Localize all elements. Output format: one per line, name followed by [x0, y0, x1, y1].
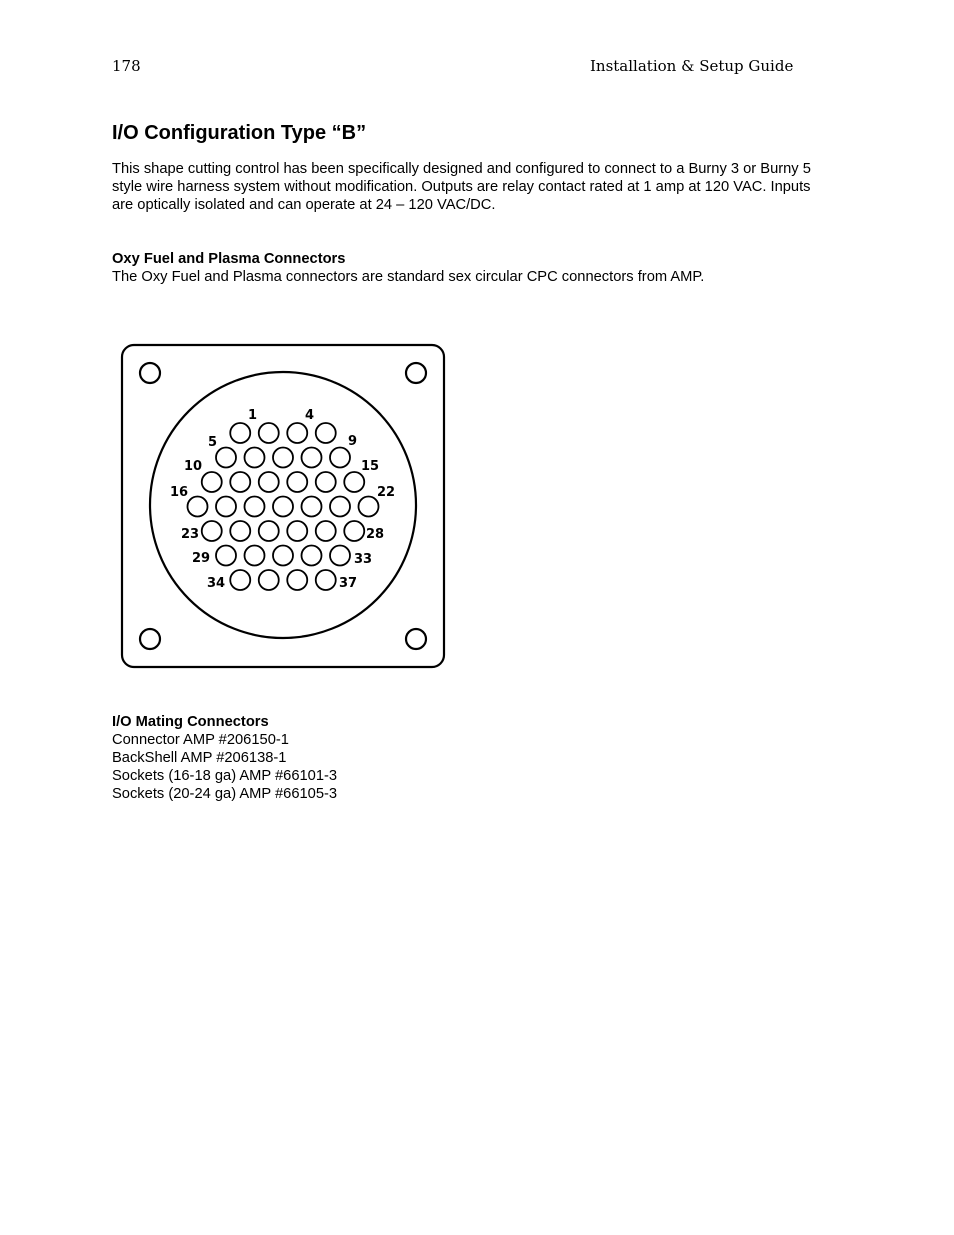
pin-label-29: 29: [192, 551, 211, 566]
pin-socket: [202, 472, 222, 492]
intro-paragraph: This shape cutting control has been specifically designed and configured to connect to a Burny 3 or Burny 5 style wire harness system without modification. Outputs are relay contact rated at 1 amp at 120 VAC. Inputs are optically isolated and can operate at 24 – 120 VAC/DC.: [112, 161, 811, 213]
pin-socket: [245, 546, 265, 566]
main-content: [112, 120, 812, 286]
pin-label-4: 4: [305, 408, 315, 423]
page-number: 178: [112, 57, 141, 75]
pin-socket: [230, 472, 250, 492]
pin-label-1: 1: [248, 408, 258, 423]
pin-socket: [287, 570, 307, 590]
pin-socket: [316, 570, 336, 590]
pin-socket: [316, 423, 336, 443]
pin-socket: [330, 497, 350, 517]
pin-socket: [230, 423, 250, 443]
section-title: I/O Configuration Type “B”: [112, 122, 367, 144]
pin-label-23: 23: [181, 527, 200, 542]
pin-socket: [302, 448, 322, 468]
pin-socket: [202, 521, 222, 541]
pin-socket: [230, 521, 250, 541]
mating-item: Connector AMP #206150-1: [112, 732, 289, 748]
pin-socket: [316, 521, 336, 541]
connector-diagram: [118, 340, 450, 672]
pin-label-37: 37: [339, 576, 358, 591]
pin-socket: [216, 546, 236, 566]
pin-label-34: 34: [207, 576, 226, 591]
pin-socket: [188, 497, 208, 517]
pin-socket: [273, 448, 293, 468]
connectors-heading: Oxy Fuel and Plasma Connectors: [112, 251, 346, 267]
mating-heading: I/O Mating Connectors: [112, 714, 269, 730]
pin-socket: [359, 497, 379, 517]
pin-socket: [259, 521, 279, 541]
pin-socket: [259, 570, 279, 590]
pin-socket: [287, 472, 307, 492]
pin-label-16: 16: [170, 485, 189, 500]
mounting-hole: [406, 363, 426, 383]
pin-socket: [287, 521, 307, 541]
connectors-description: The Oxy Fuel and Plasma connectors are standard sex circular CPC connectors from AMP.: [112, 269, 705, 285]
pin-socket: [245, 497, 265, 517]
guide-title: Installation & Setup Guide: [590, 57, 794, 75]
pin-label-5: 5: [208, 435, 218, 450]
pin-socket: [230, 570, 250, 590]
pin-label-28: 28: [366, 527, 385, 542]
pin-socket: [273, 497, 293, 517]
pin-socket: [273, 546, 293, 566]
pin-label-9: 9: [348, 434, 358, 449]
pin-socket: [330, 546, 350, 566]
mating-section: [112, 713, 337, 803]
pin-label-22: 22: [377, 485, 396, 500]
mounting-hole: [140, 629, 160, 649]
pin-socket: [259, 423, 279, 443]
pin-socket: [316, 472, 336, 492]
pin-label-15: 15: [361, 459, 380, 474]
mating-item: BackShell AMP #206138-1: [112, 750, 287, 766]
mating-item: Sockets (16-18 ga) AMP #66101-3: [112, 768, 338, 784]
connector-flange: [122, 345, 444, 667]
pin-socket: [344, 472, 364, 492]
pin-socket: [302, 546, 322, 566]
pin-socket: [245, 448, 265, 468]
pin-socket: [330, 448, 350, 468]
pin-label-33: 33: [354, 552, 373, 567]
pin-socket: [216, 448, 236, 468]
pin-socket: [302, 497, 322, 517]
pin-socket: [287, 423, 307, 443]
connector-shell: [150, 372, 416, 638]
pin-label-10: 10: [184, 459, 203, 474]
pin-socket: [216, 497, 236, 517]
pin-socket: [259, 472, 279, 492]
pin-socket: [344, 521, 364, 541]
mounting-hole: [140, 363, 160, 383]
mounting-hole: [406, 629, 426, 649]
mating-item: Sockets (20-24 ga) AMP #66105-3: [112, 786, 338, 802]
